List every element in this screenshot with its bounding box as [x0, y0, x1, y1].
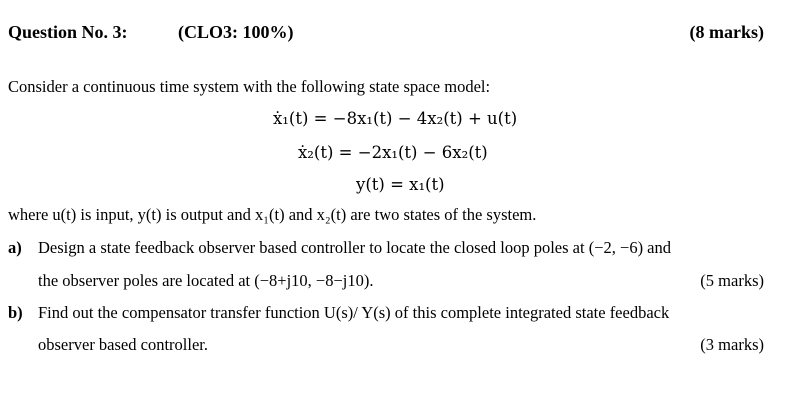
- part-a-label: a): [8, 238, 22, 257]
- equation-2: ẋ₂(t) = −2x₁(t) − 6x₂(t): [298, 143, 488, 162]
- total-marks: (8 marks): [689, 22, 764, 42]
- part-a-line2: the observer poles are located at (−8+j10, −8−j10).: [38, 271, 374, 290]
- equation-3: y(t) = x₁(t): [356, 175, 445, 194]
- part-b-line1: Find out the compensator transfer function U(s)/ Y(s) of this complete integrated state feedback: [38, 303, 670, 322]
- part-a-marks: (5 marks): [700, 271, 764, 290]
- part-b-line2: observer based controller.: [38, 335, 208, 354]
- part-b-label: b): [8, 303, 23, 322]
- intro-text: Consider a continuous time system with the following state space model:: [8, 77, 491, 96]
- clo-label: (CLO3: 100%): [178, 22, 294, 42]
- equation-1: ẋ₁(t) = −8x₁(t) − 4x₂(t) + u(t): [273, 109, 518, 128]
- question-number: Question No. 3:: [8, 22, 128, 42]
- where-text: where u(t) is input, y(t) is output and x₁(t) and x₂(t) are two states of the system.: [8, 205, 537, 224]
- part-b-marks: (3 marks): [700, 335, 764, 354]
- part-a-line1: Design a state feedback observer based controller to locate the closed loop poles at (−2, −6) and: [38, 238, 672, 257]
